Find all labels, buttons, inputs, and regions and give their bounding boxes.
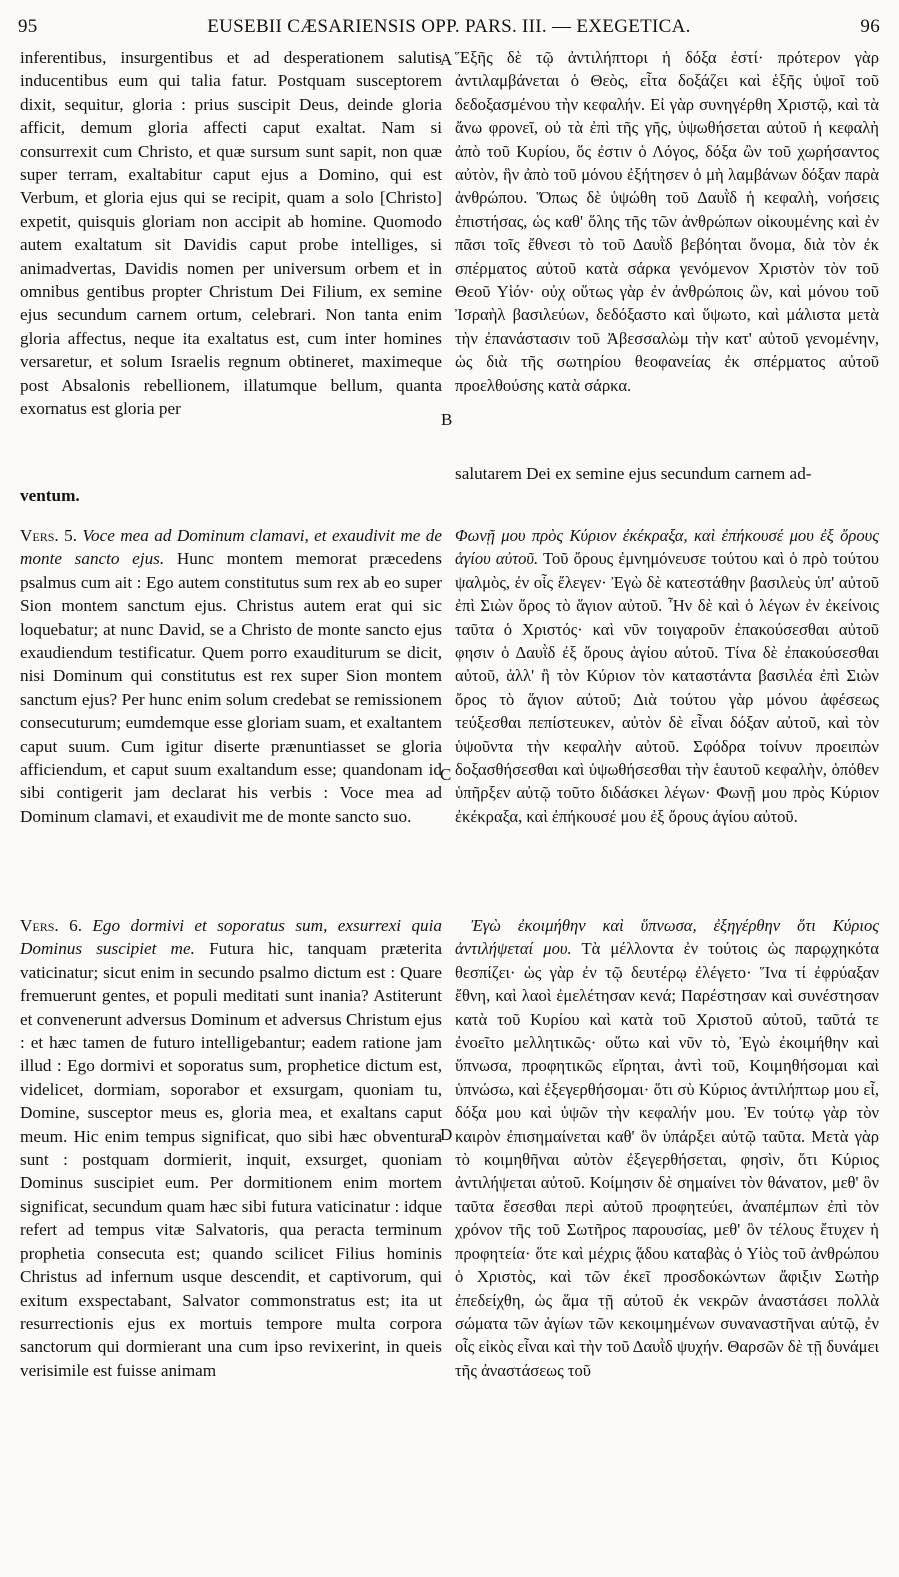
margin-letter-b: B	[441, 410, 453, 429]
running-title: EUSEBII CÆSARIENSIS OPP. PARS. III. — EXEGETICA.	[207, 16, 691, 37]
verse-6-lemma: Ego dormivi et soporatus sum, exsurrexi quia Dominus suscipiet me.	[20, 916, 443, 959]
page-number-right: 96	[860, 16, 880, 37]
latin-paragraph-continued: inferentibus, insurgentibus et ad desperationem salutis inducentibus eum qui talia fatur. Postquam susceptorem dixit, sequitur, gloria : prius suscipit Deus, deinde gloria afficit, demum gloria affecti caput exaltat. Nam si consurrexit cum Christo, et quæ sursum sunt sapit, non quæ super terram, exaltabitur caput ejus a Domino, qui est Verbum, et gloria ejus qui se recipit, quam a solo [Christo] expetit, quisquis gloriam non accipit ab homine. Quomodo autem exaltatum sit Davidis caput probe intelliges, si animadvertas, Davidis nomen per universum orbem et in omnibus gentibus propter Christum Dei Filium, ex semine ejus secundum carnem ortum, celebrari. Non tanta enim gloria affectus, neque ita exaltatus est, cum inter homines versaretur, et solum Israelis regnum obtineret, maximeque post Absalonis rebellionem, illatumque bellum, quanta exornatus est gloria per	[20, 48, 442, 419]
margin-letter-c: C	[440, 765, 452, 784]
verse-5-label: Vers. 5.	[20, 526, 78, 545]
verse-5-lemma: Voce mea ad Dominum clamavi, et exaudivit me de monte sancto ejus.	[20, 526, 443, 569]
running-header	[18, 16, 880, 42]
latin-bridge-line: salutarem Dei ex semine ejus secundum carnem ad-	[455, 464, 812, 483]
greek-paragraph-continued: Ἕξῆς δὲ τῷ ἀντιλήπτορι ἡ δόξα ἐστί· πρότερον γὰρ ἀντιλαμβάνεται ὁ Θεὸς, εἶτα δοξάζει καὶ ἑξῆς ὑψοῖ τοῦ δεδοξασμένου τὴν κεφαλήν. Εἰ γὰρ συνηγέρθη Χριστῷ, καὶ τὰ ἄνω φρονεῖ, οὐ τὰ ἐπὶ τῆς γῆς, ὑψωθήσεται αὐτοῦ ἡ κεφαλὴ ἀπὸ τοῦ Κυρίου, ὅς ἐστιν ὁ Λόγος, δόξα ὢν τοῦ χωρήσαντος αὐτὸν, ἣν ἀπὸ τοῦ μόνου ἐξήτησεν ὁ μὴ λαμβάνων δόξαν παρὰ ἀνθρώπου. Ὅπως δὲ ὑψώθη τοῦ Δαυῒδ ἡ κεφαλὴ, νοήσεις ἐπιστήσας, ὡς καθ' ὅλης τῆς τῶν ἀνθρώπων οἰκουμένης καὶ ἐν πᾶσι τοῖς ἔθνεσι τὸ τοῦ Δαυῒδ βεβόηται ὄνομα, διὰ τὸν ἐκ σπέρματος αὐτοῦ κατὰ σάρκα γενόμενον Χριστὸν τὸν τοῦ Θεοῦ Υἱόν· οὐχ οὕτως γὰρ ἐν ἀνθρώποις ὢν, καὶ μόνου τοῦ Ἰσραὴλ βασιλεύων, δεδόξαστο καὶ ὕψωτο, καὶ μάλιστα μετὰ τὴν ἐπανάστασιν τοῦ Ἀβεσσαλὼμ τὴν κατ' αὐτοῦ γενομένην, ὡς διὰ τῆς σωτηρίου θεοφανείας ἐκ σπέρματος αὐτοῦ προελθούσης κατὰ σάρκα.	[455, 48, 879, 395]
page-number-left: 95	[18, 16, 38, 37]
verse-6-label: Vers. 6.	[20, 916, 83, 935]
greek-verse-5-commentary: Τοῦ ὄρους ἐμνημόνευσε τούτου καὶ ὁ πρὸ τούτου ψαλμὸς, ἐν οἷς ἔλεγεν· Ἐγὼ δὲ κατεστάθην βασιλεὺς ὑπ' αὐτοῦ ἐπὶ Σιὼν ὄρος τὸ ἅγιον αὐτοῦ. Ἦν δὲ καὶ ὁ λέγων ἐν ἐκείνοις ταῦτα ὁ Χριστός· καὶ νῦν τοιγαροῦν ἐπακούσεσθαι αὐτοῦ φησιν ὁ Δαυῒδ ἐξ ὄρους ἁγίου αὐτοῦ. Τίνα δὲ ἐπακούσεσθαι αὐτοῦ, ἀλλ' ἢ τὸν Κύριον τὸν καταστάντα βασιλέα ἐπὶ Σιὼν ὄρος τὸ ἅγιον αὐτοῦ; Διὰ τούτου γὰρ μόνου ἀφέσεως τεύξεσθαι πεπίστευκεν, αὐτὸν δὲ εἶναι δόξαν αὐτοῦ, καὶ τὸν ὑψοῦντα τὴν κεφαλὴν αὐτοῦ. Σφόδρα τοίνυν προειπὼν δοξασθήσεσθαι καὶ ὑψωθήσεσθαι τὴν ἑαυτοῦ κεφαλὴν, ὁπόθεν ὑπῆρξεν αὐτῷ τοῦτο διδάσκει λέγων· Φωνῇ μου πρὸς Κύριον ἐκέκραξα, καὶ ἐπήκουσέ μου ἐξ ὄρους ἁγίου αὐτοῦ.	[455, 549, 879, 826]
greek-verse-6-lemma: Ἐγὼ ἐκοιμήθην καὶ ὕπνωσα, ἐξηγέρθην ὅτι Κύριος ἀντιλήψεταί μου.	[455, 916, 879, 959]
latin-paragraph-end: ventum.	[20, 486, 80, 505]
greek-verse-6-commentary: Τὰ μέλλοντα ἐν τούτοις ὡς παρῳχηκότα θεσπίζει· ὡς γὰρ ἐν τῷ δευτέρῳ ἐλέγετο· Ἵνα τί ἐφρύαξαν ἔθνη, καὶ λαοὶ ἐμελέτησαν κενά; Παρέστησαν καὶ συνέστησαν κατὰ τοῦ Κυρίου καὶ κατὰ τοῦ Χριστοῦ αὐτοῦ, ταῦτά τε ἐνοεῖτο μελλητικῶς· οὕτω καὶ νῦν τὸ, Ἐγὼ ἐκοιμήθην καὶ ὕπνωσα, προφητικῶς εἴρηται, ἀντὶ τοῦ, Κοιμηθήσομαι καὶ ὑπνώσω, καὶ ἐξεγερθήσομαι· ὅτι σὺ Κύριος ἀντιλήπτωρ μου εἶ, δόξα μου καὶ ὑψῶν τὴν κεφαλήν μου. Ἐν τούτῳ γὰρ τὸν καιρὸν ἐπισημαίνεται καθ' ὃν ὑπάρξει αὐτῷ ταῦτα. Μετὰ γὰρ τὸ κοιμηθῆναι αὐτὸν ἐξεγερθήσεται, φησὶν, ὅτι Κύριος ἀντιλήψεται αὐτοῦ. Κοίμησιν δὲ σημαίνει τὸν θάνατον, μεθ' ὃν ταῦτα ἔσεσθαι περὶ αὐτοῦ προφητεύει, ἀναπέμπων ἐπὶ τὸν χρόνον τῆς τοῦ Σωτῆρος παρουσίας, μεθ' ὃν τέλους ἔτυχεν ἡ προφητεία· ὅτε καὶ μέχρις ᾅδου καταβὰς ὁ Υἱὸς τοῦ ἀνθρώπου ὁ Χριστὸς, καὶ τῶν ἐκεῖ προσδοκώντων ἄφιξιν Σωτὴρ ἐπεδείχθη, ὡς ἅμα τῇ αὐτοῦ ἐκ νεκρῶν ἀναστάσει πολλὰ σώματα τῶν ἁγίων τῶν κεκοιμημένων συναναστῆναι αὐτῷ, ἐν οἷς εἰκὸς εἶναι καὶ τὴν τοῦ Δαυῒδ ψυχήν. Θαρσῶν δὲ τῇ δυνάμει τῆς ἀναστάσεως τοῦ	[455, 939, 880, 1380]
greek-verse-5-lemma: Φωνῇ μου πρὸς Κύριον ἐκέκραξα, καὶ ἐπήκουσέ μου ἐξ ὄρους ἁγίου αὐτοῦ.	[455, 526, 879, 569]
latin-verse-6	[20, 914, 442, 1382]
latin-verse-5	[20, 524, 442, 828]
margin-letter-a: A	[440, 50, 453, 69]
greek-verse-5	[455, 524, 879, 828]
margin-letter-d: D	[440, 1125, 453, 1144]
verse-5-commentary: Hunc montem memorat præcedens psalmus cum ait : Ego autem constitutus sum rex ab eo super Sion montem sanctum ejus. Christus autem erat qui sic loquebatur; at nunc David, se a Christo de monte sancto ejus exaudiendum testificatur. Quem porro exauditurum se dicit, nisi Dominum qui constitutus est rex super Sion montem sanctum ejus? Per hunc enim solum credebat se remissionem consecuturum; eumdemque esse gloriam suam, et exaltantem caput suum. Cum igitur diserte prænuntiasset se gloria afficiendum, et caput suum exaltandum esse; quandonam id sibi contigerit jam declarat his verbis : Voce mea ad Dominum clamavi, et exaudivit me de monte sancto suo.	[20, 549, 442, 826]
greek-verse-6	[455, 914, 879, 1382]
verse-6-commentary: Futura hic, tanquam præterita vaticinatur; sicut enim in secundo psalmo dictum est : Quare fremuerunt gentes, et populi meditati sunt inania? Astiterunt et convenerunt adversus Dominum et adversus Christum ejus : et hæc tamen de futuro intelligebantur; eadem ratione jam illud : Ego dormivi et soporatus sum, prophetice dictum est, videlicet, dormiam, soporabor et exsurgam, quoniam tu, Domine, susceptor meus es, gloria mea, et exaltans caput meum. Hic enim tempus significat, quo sibi hæc obventura sunt : postquam dormierit, inquit, exsurget, quoniam Dominus suscipiet eum. Per dormitionem enim mortem significat, secundum quam hæc sibi futura vaticinatur : idque refert ad tempus vitæ Salvatoris, qua peracta terminum prophetia consecuta est; quando scilicet Filius hominis Christus ad infernum usque descendit, et captivorum, qui exitum exspectabant, Salvator commonstratus est; ita ut resurrectionis ejus ex mortuis tempore multa corpora sanctorum qui dormierant una cum ipso revixerint, in queis verisimile est fuisse animam	[20, 939, 442, 1380]
